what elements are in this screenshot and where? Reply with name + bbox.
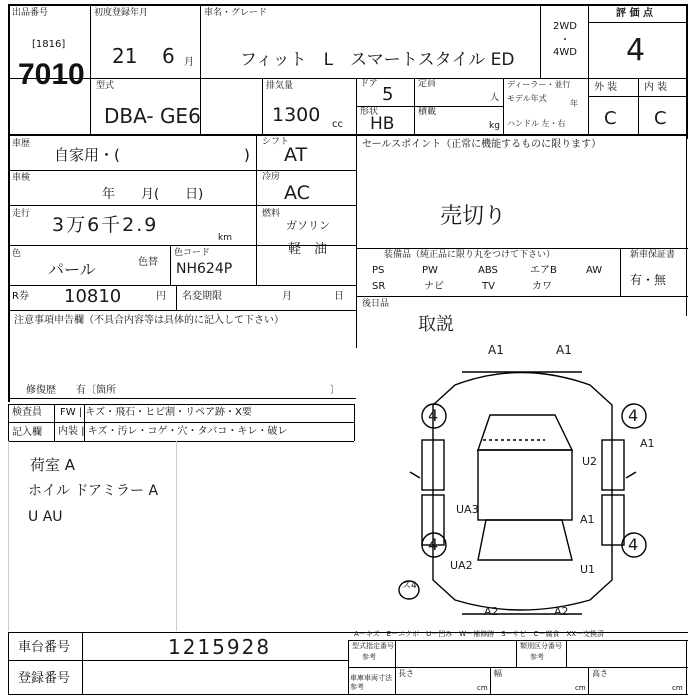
sales-point-label: セールスポイント（正常に機能するものに限ります） bbox=[362, 139, 602, 150]
yen-unit: 円 bbox=[156, 291, 166, 302]
door-value: 5 bbox=[382, 84, 394, 105]
fuel-gasoline: ガソリン bbox=[286, 219, 330, 232]
mark-right-door-u2: U2 bbox=[582, 455, 598, 468]
width-label: 幅 bbox=[494, 669, 502, 678]
mark-front-left: A1 bbox=[488, 343, 504, 357]
color-value: パール bbox=[48, 260, 96, 279]
inspection-value: 年 月( 日) bbox=[102, 187, 204, 202]
mileage-label: 走行 bbox=[12, 209, 31, 219]
model-year-label: モデル年式 bbox=[507, 94, 547, 103]
equip-ps: PS bbox=[372, 265, 385, 276]
mark-left-rear-door-ua3: UA3 bbox=[456, 503, 479, 516]
name-change-day: 日 bbox=[334, 291, 344, 302]
name-change-month: 月 bbox=[282, 291, 292, 302]
model-value: DBA- GE6 bbox=[104, 104, 201, 128]
history-close: ) bbox=[244, 146, 250, 164]
equip-sr: SR bbox=[372, 281, 386, 292]
length-unit: cm bbox=[477, 684, 488, 692]
mark-rear-right-a2: A2 bbox=[554, 605, 569, 618]
ac-value: AC bbox=[284, 182, 310, 204]
inspector-label-2: 記入欄 bbox=[12, 427, 42, 438]
height-label: 高さ bbox=[592, 669, 608, 678]
first-reg-year: 21 bbox=[112, 44, 138, 68]
color-code-value: NH624P bbox=[176, 261, 233, 277]
reg-number-label: 登録番号 bbox=[18, 671, 71, 686]
year-unit: 年 bbox=[570, 99, 578, 108]
inspector-interior-row: 内装 | キズ・汚レ・コゲ・穴・タバコ・キレ・破レ bbox=[58, 426, 288, 437]
exterior-label: 外 装 bbox=[594, 82, 618, 93]
sales-point-value: 売切り bbox=[440, 204, 507, 229]
comment-line-2: ホイル ドアミラー A bbox=[28, 483, 159, 499]
mark-right-mirror-a1: A1 bbox=[640, 437, 655, 450]
mark-wheel-fl: 4 bbox=[428, 406, 439, 425]
eval-label: 評 価 点 bbox=[616, 8, 653, 19]
shape-value: HB bbox=[370, 114, 395, 134]
ac-label: 冷房 bbox=[262, 172, 281, 182]
displacement-label: 排気量 bbox=[266, 81, 294, 91]
category-ref: 参考 bbox=[530, 653, 544, 661]
drive-2wd: 2WD bbox=[553, 21, 577, 32]
car-name-grade: フィット L スマートスタイル ED bbox=[240, 50, 515, 70]
mark-left-quarter-ua2: UA2 bbox=[450, 559, 473, 572]
cc-unit: cc bbox=[332, 119, 343, 130]
inspection-label: 車検 bbox=[12, 173, 31, 183]
model-designation-ref: 参考 bbox=[362, 653, 376, 661]
width-unit: cm bbox=[575, 684, 586, 692]
history-label: 車歴 bbox=[12, 139, 31, 149]
capacity-label: 定員 bbox=[418, 79, 437, 89]
history-value: 自家用・( bbox=[54, 146, 120, 164]
warranty-label: 新車保証書 bbox=[630, 250, 676, 260]
color-code-label: 色コード bbox=[174, 248, 211, 258]
lot-tag: [1816] bbox=[32, 39, 66, 50]
equip-abs: ABS bbox=[478, 265, 498, 276]
shape-label: 形状 bbox=[360, 107, 379, 117]
equip-aw: AW bbox=[586, 265, 603, 276]
chassis-label: 車台番号 bbox=[18, 640, 71, 655]
lot-label: 出品番号 bbox=[12, 8, 49, 18]
load-label: 積載 bbox=[418, 107, 437, 117]
interior-grade: C bbox=[654, 108, 667, 129]
color-change-label: 色替 bbox=[138, 257, 158, 268]
name-change-label: 名変期限 bbox=[182, 291, 222, 302]
model-label: 型式 bbox=[96, 81, 115, 91]
first-reg-month: 6 bbox=[162, 44, 175, 68]
equip-airbag: エアB bbox=[530, 265, 557, 276]
eval-score: 4 bbox=[626, 33, 646, 68]
mark-wheel-rr: 4 bbox=[628, 535, 639, 554]
mark-wheel-fr: 4 bbox=[628, 406, 639, 425]
fuel-label: 燃料 bbox=[262, 209, 281, 219]
inspector-label-1: 検査員 bbox=[12, 407, 42, 418]
mark-rear-left-a2: A2 bbox=[484, 605, 499, 618]
size-label: 車庫車両寸法参考 bbox=[350, 674, 392, 691]
interior-label: 内 装 bbox=[644, 82, 668, 93]
repair-label: 修復歴 有〔箇所 bbox=[26, 385, 116, 396]
length-label: 長さ bbox=[398, 669, 414, 678]
chassis-value: 1215928 bbox=[168, 635, 272, 659]
month-unit: 月 bbox=[184, 57, 194, 68]
shift-value: AT bbox=[284, 144, 308, 166]
comment-line-1: 荷室 A bbox=[30, 456, 76, 474]
height-unit: cm bbox=[672, 684, 683, 692]
equip-leather: カワ bbox=[532, 281, 552, 292]
first-reg-label: 初度登録年月 bbox=[94, 8, 149, 18]
color-label: 色 bbox=[12, 249, 22, 259]
recycle-value: 10810 bbox=[64, 286, 122, 307]
shift-label: シフト bbox=[262, 137, 290, 147]
mark-spare: ス4 bbox=[402, 581, 417, 591]
comment-line-3: U AU bbox=[28, 509, 63, 525]
mark-right-quarter-u1: U1 bbox=[580, 563, 596, 576]
later-parts-label: 後日品 bbox=[362, 299, 390, 309]
equip-navi: ナビ bbox=[424, 281, 444, 292]
lot-number: 7010 bbox=[18, 58, 85, 91]
dealer-label: ディーラー・並行 bbox=[507, 80, 571, 89]
km-unit: km bbox=[218, 233, 232, 243]
recycle-label: R券 bbox=[12, 291, 29, 302]
mileage-value: 3万6千2.9 bbox=[52, 214, 159, 236]
equipment-label: 装備品（純正品に限り丸をつけて下さい） bbox=[384, 250, 556, 260]
mark-wheel-rl: 4 bbox=[428, 535, 439, 554]
fuel-light-oil: 軽 油 bbox=[288, 242, 328, 257]
notes-label: 注意事項申告欄（不具合内容等は具体的に記入して下さい） bbox=[14, 315, 284, 326]
handle-label: ハンドル 左・右 bbox=[507, 119, 566, 128]
door-label: ドア bbox=[360, 79, 378, 89]
displacement-value: 1300 bbox=[272, 104, 321, 126]
repair-close: 〕 bbox=[330, 385, 340, 396]
exterior-grade: C bbox=[604, 108, 617, 129]
warranty-value: 有・無 bbox=[630, 273, 667, 287]
category-label: 類別区分番号 bbox=[520, 642, 562, 650]
model-designation-label: 型式指定番号 bbox=[352, 642, 394, 650]
later-parts-value: 取説 bbox=[418, 314, 454, 335]
kg-unit: kg bbox=[489, 121, 500, 131]
name-label: 車名・グレード bbox=[204, 8, 268, 18]
mark-right-rear-door-a1: A1 bbox=[580, 513, 595, 526]
inspector-fw-row: FW | キズ・飛石・ヒビ割・リペア跡・X要 bbox=[60, 407, 252, 418]
mark-front-right: A1 bbox=[556, 343, 572, 357]
drive-4wd: 4WD bbox=[553, 47, 577, 58]
equip-pw: PW bbox=[422, 265, 438, 276]
person-unit: 人 bbox=[490, 93, 500, 103]
drive-dot: ・ bbox=[560, 35, 570, 46]
damage-legend: A－キズ E－エクボ U－凹み W－補修跡 S－サビ C－腐食 XX－交換済 bbox=[354, 630, 605, 638]
equip-tv: TV bbox=[482, 281, 495, 292]
